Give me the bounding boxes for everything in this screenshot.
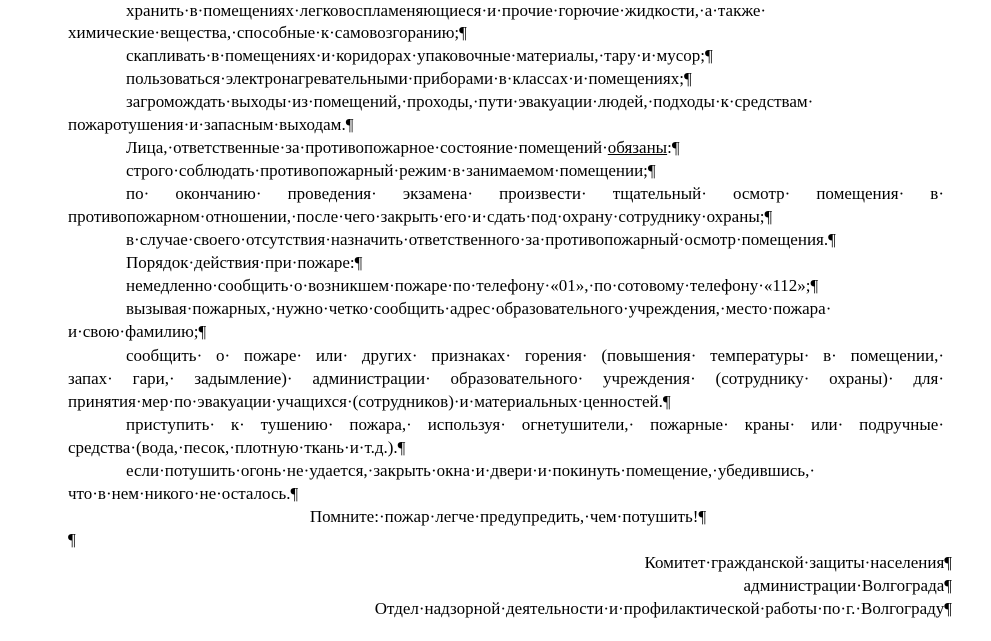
paragraph-line: противопожарном·отношении,·после·чего·закрыть·его·и·сдать·под·охрану·сотруднику·охраны;¶ [68,207,773,226]
paragraph-line: химические·вещества,·способные·к·самовозгоранию;¶ [68,23,467,42]
paragraph-line: в·случае·своего·отсутствия·назначить·ответственного·за·противопожарный·осмотр·помещения.¶ [126,230,836,249]
paragraph-line: пользоваться·электронагревательными·приборами·в·классах·и·помещениях;¶ [126,69,692,88]
paragraph-line: приступить· к· тушению· пожара,· используя· огнетушители,· пожарные· краны· или· подручные· [126,415,944,434]
paragraph-line: скапливать·в·помещениях·и·коридорах·упаковочные·материалы,·тару·и·мусор;¶ [126,46,713,65]
paragraph-line: строго·соблюдать·противопожарный·режим·в·занимаемом·помещении;¶ [126,161,656,180]
paragraph-text: :¶ [667,138,680,157]
signature-line: администрации·Волгограда¶ [743,576,952,595]
paragraph-line: немедленно·сообщить·о·возникшем·пожаре·по·телефону·«01»,·по·сотовому·телефону·«112»;¶ [126,276,819,295]
signature-line: Отдел·надзорной·деятельности·и·профилактической·работы·по·г.·Волгограду¶ [374,599,952,618]
paragraph-line [126,137,680,159]
paragraph-line: если·потушить·огонь·не·удается,·закрыть·окна·и·двери·и·покинуть·помещение,·убедившись,· [126,461,816,480]
paragraph-line: средства·(вода,·песок,·плотную·ткань·и·т.д.).¶ [68,438,406,457]
paragraph-line: принятия·мер·по·эвакуации·учащихся·(сотрудников)·и·материальных·ценностей.¶ [68,392,671,411]
paragraph-text: Лица,·ответственные·за·противопожарное·состояние·помещений· [126,138,608,157]
paragraph-line: по· окончанию· проведения· экзамена· произвести· тщательный· осмотр· помещения· в· [126,184,944,203]
paragraph-line: Порядок·действия·при·пожаре:¶ [126,253,363,272]
paragraph-line: вызывая·пожарных,·нужно·четко·сообщить·адрес·образовательного·учреждения,·место·пожара· [126,299,832,318]
closing-reminder: Помните:·пожар·легче·предупредить,·чем·потушить!¶ [309,507,707,526]
paragraph-line: запах· гари,· задымление)· администрации· образовательного· учреждения· (сотруднику· охраны)· для· [68,369,944,388]
paragraph-line: что·в·нем·никого·не·осталось.¶ [68,484,299,503]
signature-line: Комитет·гражданской·защиты·населения¶ [644,553,952,572]
paragraph-line: сообщить· о· пожаре· или· других· признаках· горения· (повышения· температуры· в· помещении,· [126,346,944,365]
empty-paragraph: ¶ [68,530,76,549]
paragraph-line: и·свою·фамилию;¶ [68,322,207,341]
underlined-word: обязаны [607,138,668,157]
paragraph-line: хранить·в·помещениях·легковоспламеняющиеся·и·прочие·горючие·жидкости,·а·также· [126,1,767,20]
paragraph-line: пожаротушения·и·запасным·выходам.¶ [68,115,354,134]
paragraph-line: загромождать·выходы·из·помещений,·проходы,·пути·эвакуации·людей,·подходы·к·средствам· [126,92,814,111]
